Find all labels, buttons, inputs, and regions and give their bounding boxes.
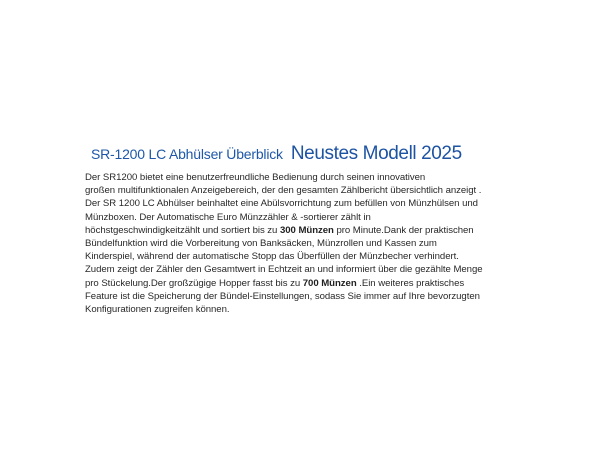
paragraph-line [85,211,555,224]
paragraph-line [85,184,555,197]
paragraph-line [85,197,555,210]
paragraph-line [85,263,555,276]
paragraph-line [85,171,555,184]
text-segment: pro Stückelung.Der großzügige Hopper fasst bis zu [85,277,303,289]
heading-row [85,143,555,165]
paragraph-line [85,290,555,303]
model-year-title: Neustes Modell 2025 [290,143,462,164]
paragraph-line [85,250,555,263]
text-segment: höchstgeschwindigkeitzählt und sortiert bis zu [85,224,280,236]
paragraph-line [85,224,555,237]
text-segment: .Ein weiteres praktisches [356,277,465,289]
text-segment: Der SR1200 bietet eine benutzerfreundliche Bedienung durch seinen innovativen [85,172,426,183]
text-segment: Der SR 1200 LC Abhülser beinhaltet eine Abülsvorrichtung zum befüllen von Münzhülsen und [85,198,478,210]
paragraph-line [85,303,555,316]
text-segment: Zudem zeigt der Zähler den Gesamtwert in Echtzeit an und informiert über die gezählte Menge [85,264,483,276]
text-segment: Kinderspiel, während der automatische Stopp das Überfüllen der Münzbecher verhindert. [85,251,459,263]
text-segment: Feature ist die Speicherung der Bündel-Einstellungen, sodass Sie immer auf Ihre bevorzugten [85,290,480,302]
paragraph-line [85,277,555,290]
paragraph-line [85,237,555,250]
text-segment: großen multifunktionalen Anzeigebereich, der den gesamten Zählbericht übersichtlich anzeigt . [85,185,482,197]
text-segment: pro Minute.Dank der praktischen [333,224,474,236]
text-segment: Bündelfunktion wird die Vorbereitung von Banksäcken, Münzrollen und Kassen zum [85,238,437,250]
coins-per-minute-value: 300 Münzen [279,224,334,236]
description-paragraph [85,171,555,316]
text-segment: Münzboxen. Der Automatische Euro Münzzähler & -sortierer zählt in [85,211,371,223]
hopper-capacity-value: 700 Münzen [302,277,357,289]
product-description-section [85,143,555,316]
product-title: SR-1200 LC Abhülser Überblick [91,146,283,162]
text-segment: Konfigurationen zugreifen können. [85,304,230,316]
